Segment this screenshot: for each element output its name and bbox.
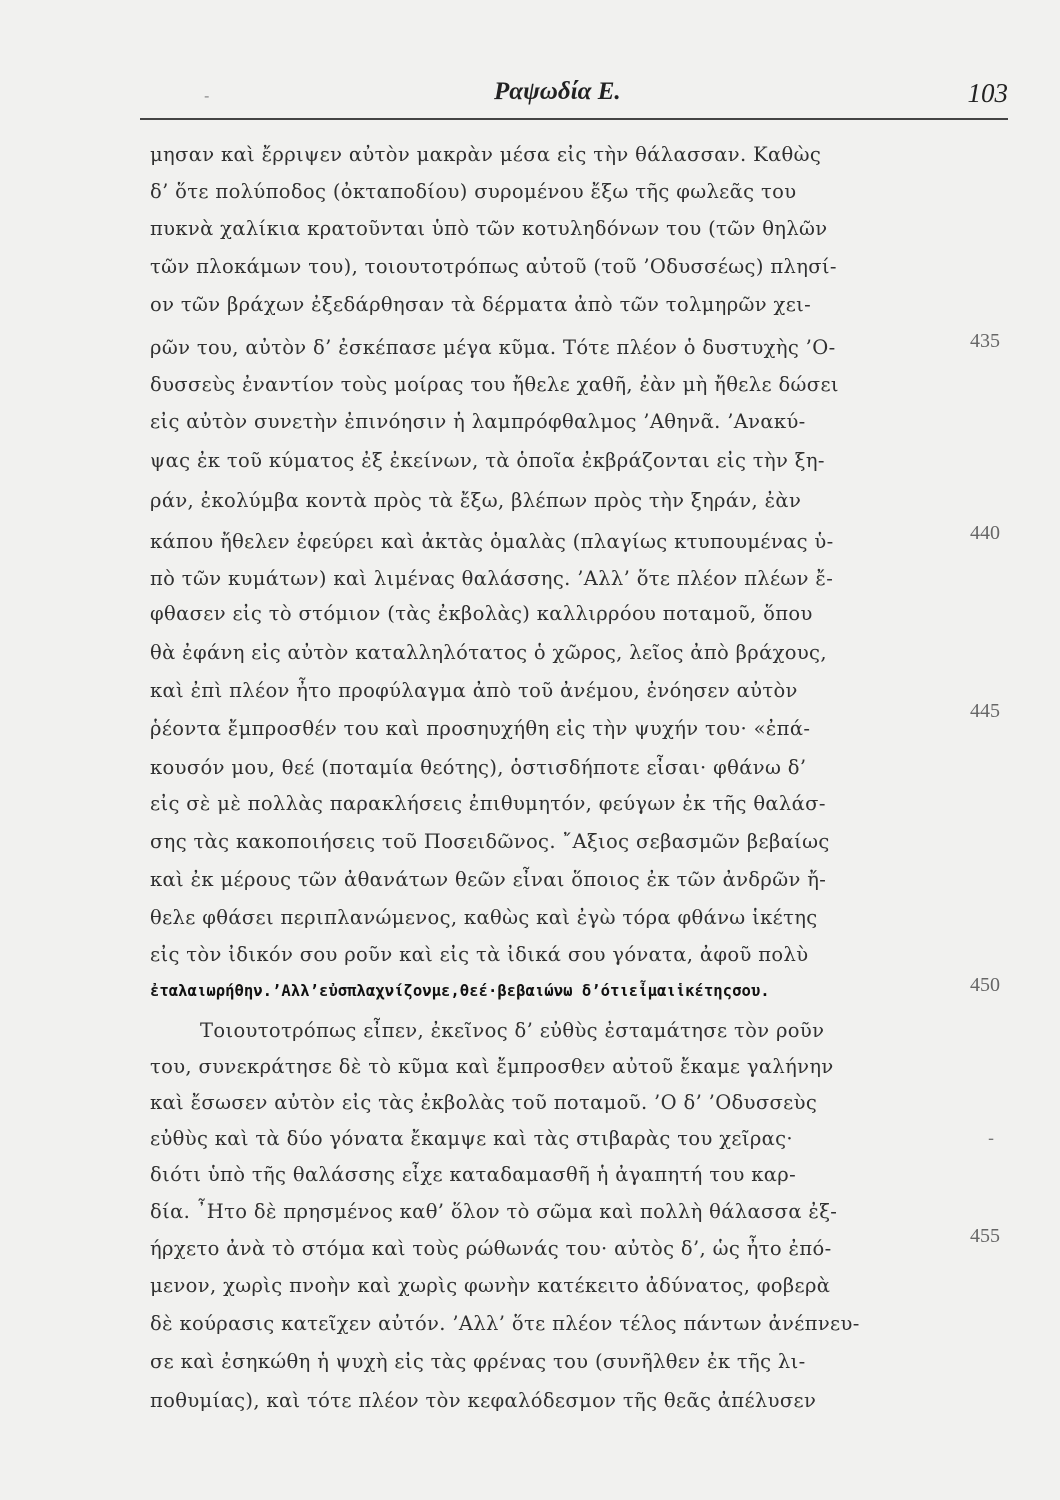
text-line: σε καὶ ἐσηκώθη ἡ ψυχὴ εἰς τὰς φρένας του (συνῆλθεν ἐκ τῆς λι- [150, 1350, 806, 1373]
text-line: του, συνεκράτησε δὲ τὸ κῦμα καὶ ἔμπροσθεν αὐτοῦ ἔκαμε γαλήνην [150, 1055, 834, 1078]
text-line: ρῶν του, αὐτὸν δ’ ἐσκέπασε μέγα κῦμα. Τότε πλέον ὁ δυστυχὴς ’Ο- [150, 336, 836, 359]
page-number: 103 [967, 78, 1008, 108]
paragraph-first-line: Τοιουτοτρόπως εἶπεν, ἐκεῖνος δ’ εὐθὺς ἐσταμάτησε τὸν ροῦν [200, 1019, 825, 1042]
text-line: μενον, χωρὶς πνοὴν καὶ χωρὶς φωνὴν κατέκειτο ἀδύνατος, φοβερὰ [150, 1274, 831, 1297]
text-line: καὶ ἔσωσεν αὐτὸν εἰς τὰς ἐκβολὰς τοῦ ποταμοῦ. ’Ο δ’ ’Οδυσσεὺς [150, 1091, 818, 1114]
text-line: καὶ ἐπὶ πλέον ἦτο προφύλαγμα ἀπὸ τοῦ ἀνέμου, ἐνόησεν αὐτὸν [150, 679, 798, 702]
text-line: θὰ ἐφάνη εἰς αὐτὸν καταλληλότατος ὁ χῶρος, λεῖος ἀπὸ βράχους, [150, 641, 827, 664]
line-number: 455 [970, 1225, 1000, 1247]
line-number: 435 [970, 330, 1000, 352]
text-line: δυσσεὺς ἐναντίον τοὺς μοίρας του ἤθελε χαθῆ, ἐὰν μὴ ἤθελε δώσει [150, 373, 839, 396]
text-line: ἐταλαιωρήθην.’Αλλ’εὐσπλαχνίζονμε,θεέ·βεβαιώνω δ’ότιεἶμαιἱκέτηςσου. [150, 982, 770, 1000]
header-rule [140, 118, 1008, 120]
page-header [140, 78, 1008, 114]
line-number: 445 [970, 700, 1000, 722]
text-line: πυκνὰ χαλίκια κρατοῦνται ὑπὸ τῶν κοτυληδόνων του (τῶν θηλῶν [150, 217, 828, 240]
text-line: εἰς σὲ μὲ πολλὰς παρακλήσεις ἐπιθυμητόν, φεύγων ἐκ τῆς θαλάσ- [150, 792, 826, 815]
text-line: εὐθὺς καὶ τὰ δύο γόνατα ἔκαμψε καὶ τὰς στιβαρὰς του χεῖρας· [150, 1127, 793, 1150]
text-line: πὸ τῶν κυμάτων) καὶ λιμένας θαλάσσης. ’Αλλ’ ὅτε πλέον πλέων ἔ- [150, 567, 834, 590]
line-number: 450 [970, 974, 1000, 996]
text-line: τῶν πλοκάμων του), τοιουτοτρόπως αὐτοῦ (τοῦ ’Οδυσσέως) πλησί- [150, 255, 837, 278]
text-line: θελε φθάσει περιπλανώμενος, καθὼς καὶ ἐγὼ τόρα φθάνω ἱκέτης [150, 906, 818, 929]
running-title: Ραψωδία Ε. [494, 78, 621, 105]
text-line: ράν, ἐκολύμβα κοντὰ πρὸς τὰ ἔξω, βλέπων πρὸς τὴν ξηράν, ἐὰν [150, 489, 802, 512]
text-line: κουσόν μου, θεέ (ποταμία θεότης), ὁστισδήποτε εἶσαι· φθάνω δ’ [150, 756, 807, 779]
text-line: ποθυμίας), καὶ τότε πλέον τὸν κεφαλόδεσμον τῆς θεᾶς ἀπέλυσεν [150, 1389, 817, 1412]
text-line: μησαν καὶ ἔρριψεν αὐτὸν μακρὰν μέσα εἰς τὴν θάλασσαν. Καθὼς [150, 143, 822, 166]
text-line: εἰς τὸν ἰδικόν σου ροῦν καὶ εἰς τὰ ἰδικά σου γόνατα, ἀφοῦ πολὺ [150, 943, 809, 966]
text-line: ῥέοντα ἔμπροσθέν του καὶ προσηυχήθη εἰς τὴν ψυχήν του· «ἐπά- [150, 717, 811, 740]
text-line: σης τὰς κακοποιήσεις τοῦ Ποσειδῶνος. ῎Αξιος σεβασμῶν βεβαίως [150, 830, 830, 853]
text-line: δὲ κούρασις κατεῖχεν αὐτόν. ’Αλλ’ ὅτε πλέον τέλος πάντων ἀνέπνευ- [150, 1312, 860, 1335]
text-line: ον τῶν βράχων ἐξεδάρθησαν τὰ δέρματα ἀπὸ τῶν τολμηρῶν χει- [150, 293, 812, 316]
margin-mark: - [988, 1128, 995, 1149]
header-dash: - [204, 86, 210, 105]
text-line: δία. ῏Ητο δὲ πρησμένος καθ’ ὅλον τὸ σῶμα καὶ πολλὴ θάλασσα ἐξ- [150, 1200, 838, 1223]
line-number: 440 [970, 522, 1000, 544]
text-line: διότι ὑπὸ τῆς θαλάσσης εἶχε καταδαμασθῆ ἡ ἀγαπητή του καρ- [150, 1163, 797, 1186]
text-line: εἰς αὐτὸν συνετὴν ἐπινόησιν ἡ λαμπρόφθαλμος ’Αθηνᾶ. ’Ανακύ- [150, 410, 806, 433]
text-line: δ’ ὅτε πολύποδος (ὀκταποδίου) συρομένου ἔξω τῆς φωλεᾶς του [150, 180, 797, 203]
text-line: καὶ ἐκ μέρους τῶν ἀθανάτων θεῶν εἶναι ὅποιος ἐκ τῶν ἀνδρῶν ἤ- [150, 868, 827, 891]
text-line: κάπου ἤθελεν ἐφεύρει καὶ ἀκτὰς ὁμαλὰς (πλαγίως κτυπουμένας ὑ- [150, 530, 834, 553]
text-line: φθασεν εἰς τὸ στόμιον (τὰς ἐκβολὰς) καλλιρρόου ποταμοῦ, ὅπου [150, 602, 813, 625]
text-line: ήρχετο ἀνὰ τὸ στόμα καὶ τοὺς ρώθωνάς του· αὐτὸς δ’, ὡς ἦτο ἐπό- [150, 1237, 832, 1260]
text-line: ψας ἐκ τοῦ κύματος ἐξ ἐκείνων, τὰ ὁποῖα ἐκβράζονται εἰς τὴν ξη- [150, 449, 825, 472]
